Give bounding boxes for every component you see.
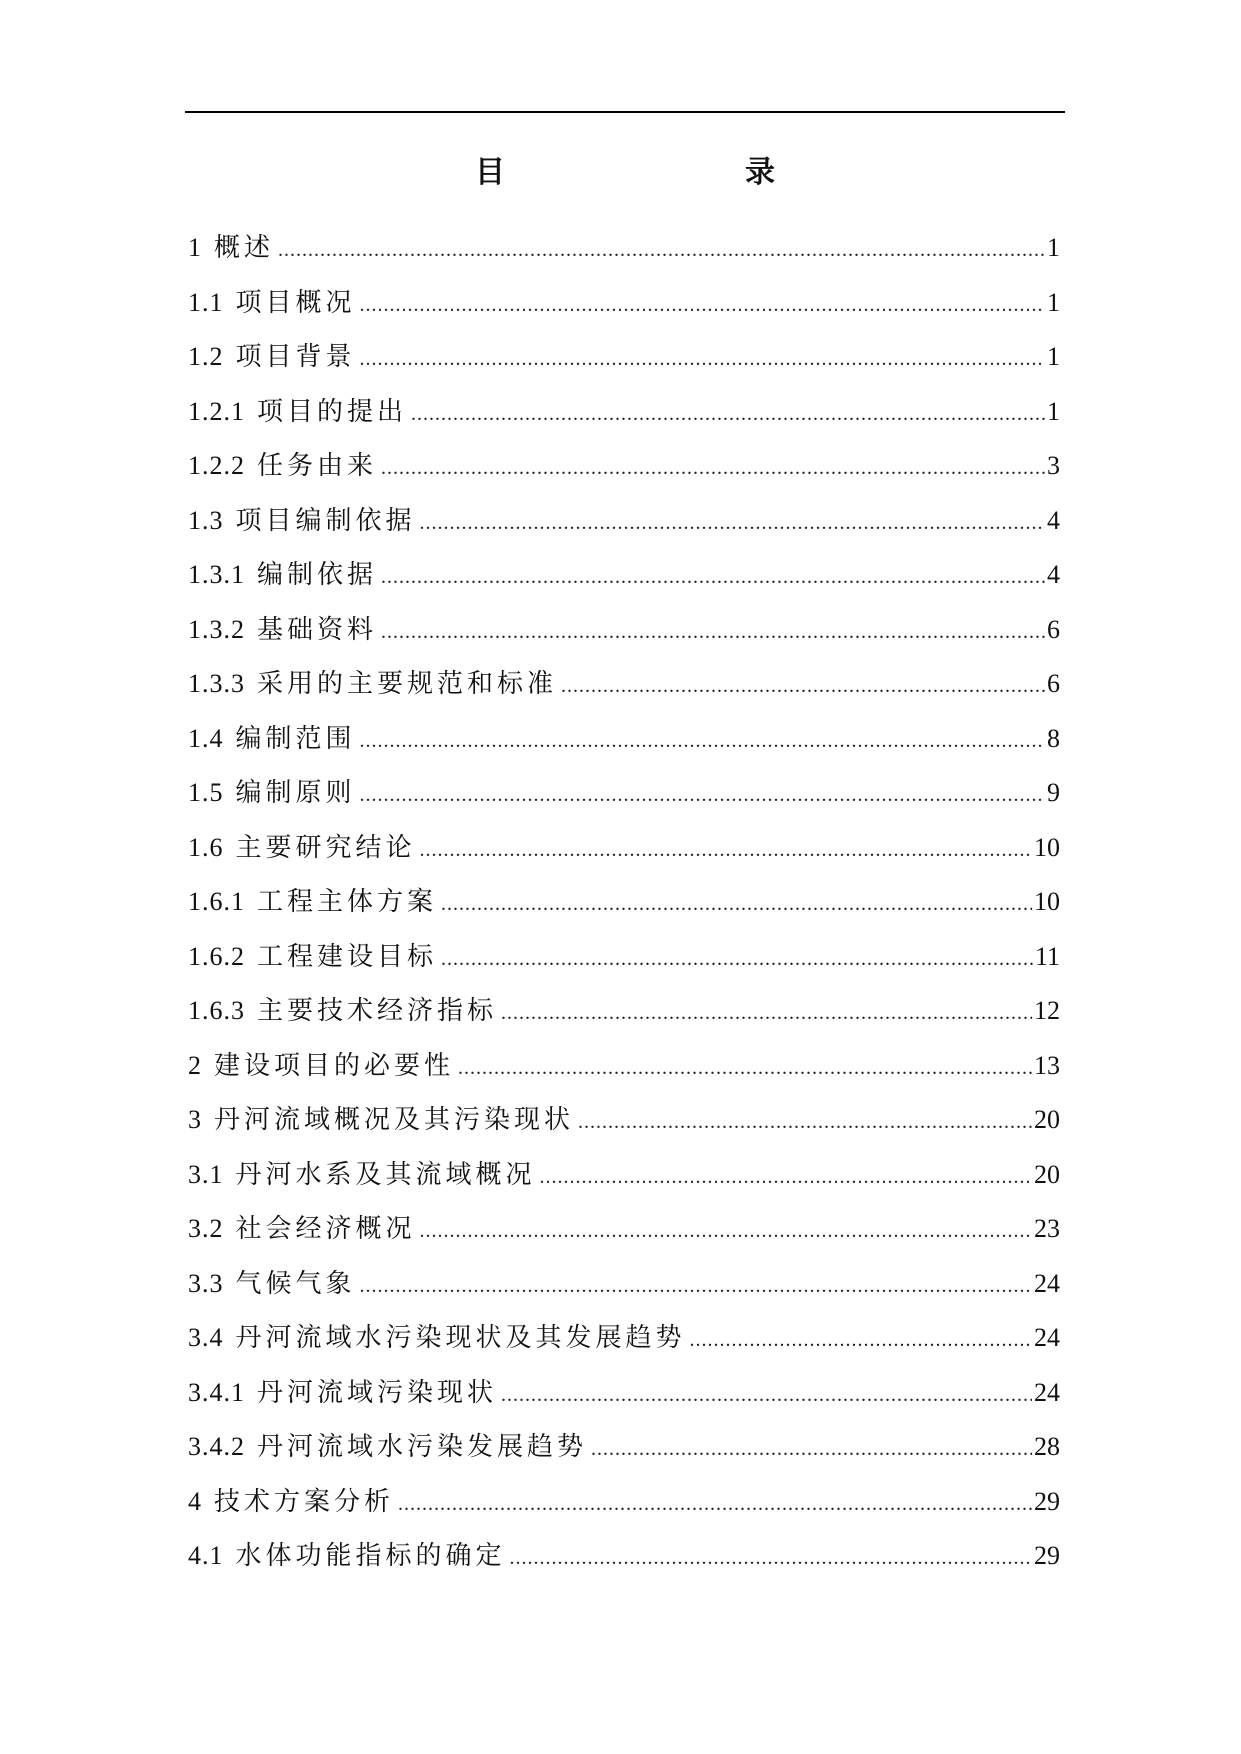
toc-entry-page: 10 <box>1034 887 1060 916</box>
toc-entry[interactable] <box>188 1148 1060 1203</box>
toc-dot-leader <box>510 1531 1032 1586</box>
toc-entry[interactable] <box>188 276 1060 331</box>
toc-entry-page: 28 <box>1034 1432 1060 1461</box>
toc-entry[interactable] <box>188 657 1060 712</box>
toc-entry-page: 23 <box>1034 1214 1060 1243</box>
toc-entry[interactable] <box>188 712 1060 767</box>
toc-entry-title: 气候气象 <box>235 1268 356 1299</box>
toc-dot-leader <box>540 1150 1032 1205</box>
toc-entry[interactable] <box>188 1366 1060 1421</box>
toc-entry-number: 1.6.2 <box>188 941 245 971</box>
toc-entry-number: 1.6.3 <box>188 996 245 1025</box>
toc-entry-title: 丹河水系及其流域概况 <box>235 1159 536 1190</box>
toc-entry-number: 4.1 <box>188 1541 224 1570</box>
toc-entry-number: 4 <box>188 1486 202 1516</box>
toc-entry[interactable] <box>188 439 1060 494</box>
toc-entry-page: 1 <box>1047 342 1060 371</box>
toc-dot-leader <box>411 387 1045 442</box>
toc-entry-number: 1.3.2 <box>188 614 245 644</box>
toc-dot-leader <box>278 223 1045 278</box>
toc-entry-title: 技术方案分析 <box>214 1486 395 1517</box>
toc-entry-number: 1.6.1 <box>188 887 245 916</box>
toc-entry-number: 1.5 <box>188 778 224 807</box>
toc-entry-number: 2 <box>188 1050 202 1080</box>
toc-dot-leader <box>420 823 1032 878</box>
toc-entry-title: 丹河流域概况及其污染现状 <box>214 1105 575 1135</box>
toc-entry[interactable] <box>188 1311 1060 1366</box>
toc-entry-page: 3 <box>1047 451 1060 480</box>
toc-entry-number: 1.2.2 <box>188 451 245 480</box>
toc-entry-title: 主要研究结论 <box>235 832 416 863</box>
toc-entry-page: 29 <box>1034 1486 1060 1516</box>
toc-entry-title: 编制依据 <box>257 560 378 590</box>
toc-entry[interactable] <box>188 330 1060 385</box>
toc-entry-page: 9 <box>1047 778 1060 807</box>
toc-entry-title: 建设项目的必要性 <box>214 1050 455 1081</box>
toc-dot-leader <box>501 1368 1032 1423</box>
toc-entry[interactable] <box>188 1420 1060 1475</box>
toc-dot-leader <box>441 932 1033 987</box>
toc-entry-number: 3.4.2 <box>188 1432 245 1461</box>
toc-entry[interactable] <box>188 221 1060 276</box>
toc-entry-title: 工程建设目标 <box>257 941 438 972</box>
toc-entry[interactable] <box>188 385 1060 440</box>
toc-dot-leader <box>381 605 1045 660</box>
toc-entry-page: 13 <box>1034 1050 1060 1080</box>
toc-entry-number: 3.4 <box>188 1323 224 1352</box>
toc-entry-page: 1 <box>1047 287 1060 317</box>
toc-entry[interactable] <box>188 1529 1060 1584</box>
toc-dot-leader <box>381 550 1045 605</box>
toc-entry-page: 20 <box>1034 1105 1060 1134</box>
toc-entry-number: 1.6 <box>188 832 224 862</box>
toc-entry[interactable] <box>188 494 1060 549</box>
toc-dot-leader <box>381 441 1045 496</box>
toc-entry-title: 项目编制依据 <box>235 505 416 536</box>
toc-entry-page: 6 <box>1047 669 1060 698</box>
header-rule <box>185 111 1065 113</box>
toc-entry-number: 3 <box>188 1105 202 1134</box>
toc-entry-page: 6 <box>1047 614 1060 644</box>
toc-entry-page: 29 <box>1034 1541 1060 1570</box>
toc-entry[interactable] <box>188 1039 1060 1094</box>
toc-entry[interactable] <box>188 1257 1060 1312</box>
toc-entry-page: 4 <box>1047 505 1060 535</box>
toc-entry-title: 基础资料 <box>257 614 378 645</box>
toc-entry-title: 项目背景 <box>235 342 356 372</box>
toc-entry-page: 24 <box>1034 1323 1060 1352</box>
toc-entry[interactable] <box>188 548 1060 603</box>
toc-entry-number: 3.1 <box>188 1159 224 1189</box>
toc-entry-title: 社会经济概况 <box>235 1214 416 1244</box>
toc-dot-leader <box>420 496 1045 551</box>
toc-entry-page: 1 <box>1047 396 1060 426</box>
toc-entry-number: 1 <box>188 233 202 262</box>
toc-dot-leader <box>441 877 1032 932</box>
toc-entry-title: 水体功能指标的确定 <box>235 1541 506 1571</box>
toc-entry-number: 1.3.3 <box>188 669 245 698</box>
toc-entry-title: 项目的提出 <box>257 396 408 427</box>
toc-entry[interactable] <box>188 984 1060 1039</box>
toc-entry-number: 1.2 <box>188 342 224 371</box>
toc-entry[interactable] <box>188 1202 1060 1257</box>
toc-entry-title: 采用的主要规范和标准 <box>257 669 558 699</box>
toc-entry-page: 20 <box>1034 1159 1060 1189</box>
toc-entry[interactable] <box>188 875 1060 930</box>
toc-dot-leader <box>360 768 1045 823</box>
toc-entry-page: 24 <box>1034 1377 1060 1407</box>
toc-entry-number: 1.3 <box>188 505 224 535</box>
toc-entry-number: 3.4.1 <box>188 1377 245 1407</box>
toc-entry-number: 1.2.1 <box>188 396 245 426</box>
toc-entry[interactable] <box>188 1093 1060 1148</box>
toc-dot-leader <box>690 1313 1032 1368</box>
toc-dot-leader <box>501 986 1032 1041</box>
toc-dot-leader <box>398 1477 1032 1532</box>
toc-entry-number: 1.3.1 <box>188 560 245 589</box>
toc-entry-title: 工程主体方案 <box>257 887 438 917</box>
toc-entry-page: 8 <box>1047 723 1060 753</box>
toc-dot-leader <box>360 332 1045 387</box>
toc-dot-leader <box>561 659 1045 714</box>
toc-entry-number: 3.3 <box>188 1268 224 1298</box>
toc-entry-title: 丹河流域水污染发展趋势 <box>257 1432 588 1462</box>
toc-dot-leader <box>591 1422 1032 1477</box>
toc-entry-title: 丹河流域污染现状 <box>257 1377 498 1408</box>
table-of-contents <box>188 221 1060 1584</box>
toc-entry-title: 任务由来 <box>257 451 378 481</box>
toc-entry-page: 4 <box>1047 560 1060 589</box>
toc-title: 目 录 <box>475 155 835 190</box>
toc-entry-title: 项目概况 <box>235 287 356 318</box>
toc-entry-number: 1.4 <box>188 723 224 753</box>
toc-entry-number: 3.2 <box>188 1214 224 1243</box>
toc-entry-page: 12 <box>1034 996 1060 1025</box>
toc-entry-page: 10 <box>1034 832 1060 862</box>
toc-dot-leader <box>360 714 1045 769</box>
toc-entry[interactable] <box>188 821 1060 876</box>
toc-entry-title: 编制原则 <box>235 778 356 808</box>
toc-entry-title: 主要技术经济指标 <box>257 996 498 1026</box>
toc-entry[interactable] <box>188 603 1060 658</box>
toc-dot-leader <box>420 1204 1032 1259</box>
toc-entry[interactable] <box>188 930 1060 985</box>
toc-dot-leader <box>578 1095 1032 1150</box>
toc-entry-title: 编制范围 <box>235 723 356 754</box>
toc-entry-page: 1 <box>1047 233 1060 262</box>
toc-dot-leader <box>360 1259 1032 1314</box>
toc-entry-title: 丹河流域水污染现状及其发展趋势 <box>235 1323 686 1353</box>
toc-entry[interactable] <box>188 1475 1060 1530</box>
toc-entry-number: 1.1 <box>188 287 224 317</box>
toc-entry-title: 概述 <box>214 233 275 263</box>
toc-dot-leader <box>360 278 1045 333</box>
toc-entry[interactable] <box>188 766 1060 821</box>
toc-entry-page: 11 <box>1034 941 1060 971</box>
toc-dot-leader <box>458 1041 1032 1096</box>
toc-entry-page: 24 <box>1034 1268 1060 1298</box>
